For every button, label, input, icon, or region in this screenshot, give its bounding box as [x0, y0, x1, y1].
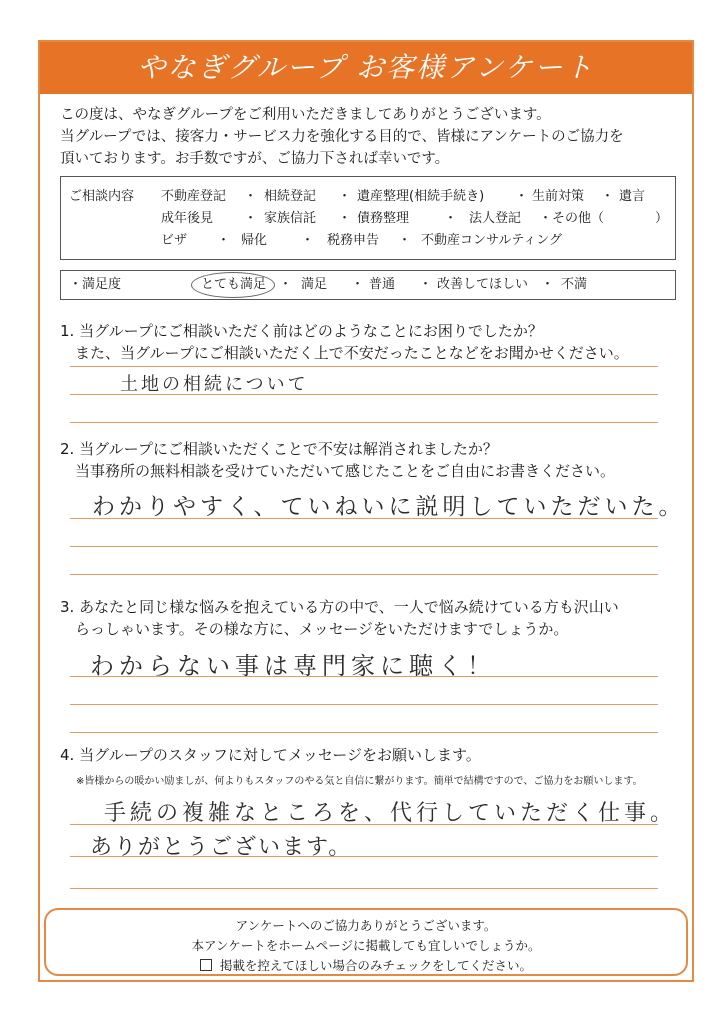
- separator: ・: [351, 277, 365, 292]
- answer-line: [70, 422, 658, 423]
- question-3-line-2: らっしゃいます。その様な方に、メッセージをいただけますでしょうか。: [60, 620, 569, 638]
- consult-option[interactable]: 帰化: [241, 233, 268, 248]
- separator: ・: [515, 189, 529, 204]
- answer-line: [70, 704, 658, 705]
- question-3-line-1: 3. あなたと同じ様な悩みを抱えている方の中で、一人で悩み続けている方も沢山い: [60, 598, 619, 616]
- footer-checkbox-label: 掲載を控えてほしい場合のみチェックをしてください。: [219, 958, 533, 973]
- answer-line: [70, 888, 658, 889]
- satisfaction-box: [60, 270, 676, 300]
- separator: ・: [338, 211, 352, 226]
- separator: ・: [419, 277, 433, 292]
- intro-line-3: 頂いております。お手数ですが、ご協力下されば幸いです。: [60, 151, 450, 167]
- question-2-line-1: 2. 当グループにご相談いただくことで不安は解消されましたか？: [60, 440, 498, 458]
- intro-line-1: この度は、やなぎグループをご利用いただきましてありがとうございます。: [60, 107, 551, 123]
- checkbox-icon[interactable]: [200, 959, 212, 971]
- question-1-line-1: 1. 当グループにご相談いただく前はどのようなことにお困りでしたか？: [60, 322, 543, 340]
- separator: ・: [301, 233, 315, 248]
- intro-line-2: 当グループでは、接客力・サービス力を強化する目的で、皆様にアンケートのご協力を: [60, 129, 624, 145]
- question-4-line-1: 4. 当グループのスタッフに対してメッセージをお願いします。: [60, 746, 481, 764]
- consult-option[interactable]: 家族信託: [264, 211, 317, 226]
- title-banner: やなぎグループ お客様アンケート: [40, 42, 692, 94]
- answer-line: [70, 394, 658, 395]
- question-1-line-2: また、当グループにご相談いただく上で不安だったことなどをお聞かせください。: [60, 344, 629, 362]
- satisfaction-option-selected[interactable]: とても満足: [201, 277, 267, 292]
- consult-option[interactable]: 遺言: [619, 189, 646, 204]
- satisfaction-option[interactable]: 改善してほしい: [437, 277, 529, 292]
- separator: ・: [444, 211, 458, 226]
- answer-1-handwriting: 土地の相続について: [120, 374, 309, 395]
- separator: ・: [244, 189, 258, 204]
- separator: ・: [244, 211, 258, 226]
- consult-option[interactable]: 税務申告: [327, 233, 380, 248]
- satisfaction-option[interactable]: 不満: [561, 277, 588, 292]
- consult-option[interactable]: 不動産コンサルティング: [421, 233, 563, 248]
- answer-2-handwriting: わかりやすく、ていねいに説明していただいた。: [92, 494, 686, 520]
- answer-line: [70, 856, 658, 857]
- consult-option[interactable]: 成年後見: [161, 211, 214, 226]
- satisfaction-label: ・満足度: [69, 277, 122, 292]
- footer-checkbox-row[interactable]: [46, 956, 686, 974]
- consult-option[interactable]: 不動産登記: [161, 189, 227, 204]
- answer-4-handwriting-line-1: 手続の複雑なところを、代行していただく仕事。: [104, 801, 677, 826]
- answer-line: [70, 824, 658, 825]
- consult-option[interactable]: ビザ: [161, 233, 188, 248]
- consult-option[interactable]: 債務整理: [357, 211, 410, 226]
- consult-option[interactable]: 生前対策: [532, 189, 585, 204]
- separator: ・: [398, 233, 412, 248]
- question-4-note: ※皆様からの暖かい励ましが、何よりもスタッフのやる気と自信に繋がります。簡単で結構ですので、ご協力をお願いします。: [76, 776, 643, 787]
- answer-4-handwriting-line-2: ありがとうございます。: [90, 835, 353, 860]
- answer-line: [70, 366, 658, 367]
- consult-box: [60, 176, 676, 260]
- answer-line: [70, 676, 658, 677]
- answer-line: [70, 732, 658, 733]
- footer-question: 本アンケートをホームページに掲載しても宜しいでしょうか。: [191, 938, 541, 953]
- question-2-line-2: 当事務所の無料相談を受けていただいて感じたことをご自由にお書きください。: [60, 462, 616, 480]
- satisfaction-option[interactable]: 満足: [301, 277, 328, 292]
- consult-option[interactable]: 法人登記: [469, 211, 522, 226]
- separator: ・: [279, 277, 293, 292]
- consult-option[interactable]: 遺産整理(相続手続き): [357, 189, 485, 204]
- answer-line: [70, 546, 658, 547]
- footer-thanks: アンケートへのご協力ありがとうございます。: [235, 918, 497, 933]
- consult-label: ご相談内容: [69, 189, 135, 204]
- consult-option[interactable]: 相続登記: [264, 189, 317, 204]
- answer-3-handwriting: わからない事は専門家に聴く！: [90, 652, 496, 680]
- separator: ・: [601, 189, 615, 204]
- separator: ・: [217, 233, 231, 248]
- answer-line: [70, 574, 658, 575]
- answer-line: [70, 518, 658, 519]
- separator: ・: [338, 189, 352, 204]
- consult-option-other[interactable]: ・その他（: [539, 211, 605, 226]
- separator: ・: [541, 277, 555, 292]
- paren-close: ）: [655, 211, 669, 226]
- satisfaction-option[interactable]: 普通: [369, 277, 396, 292]
- survey-sheet: [38, 40, 694, 982]
- footer-box: [44, 908, 688, 976]
